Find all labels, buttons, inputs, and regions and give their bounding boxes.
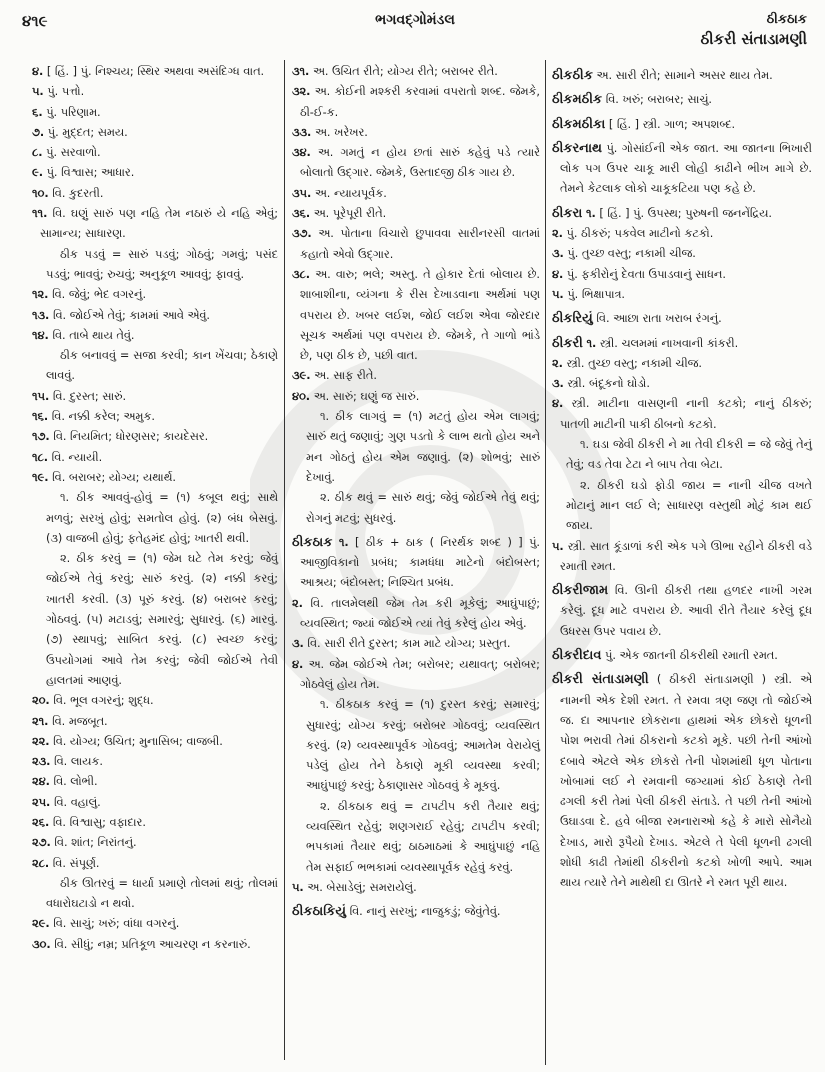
- sense-number: ૧૩.: [32, 308, 50, 322]
- sense-item: [32, 407, 278, 427]
- definition-text: પું. પત્તો.: [47, 85, 85, 99]
- sense-number: ૪.: [552, 397, 564, 411]
- sense-number: ૩૫.: [292, 186, 312, 200]
- dictionary-entry: [552, 115, 812, 135]
- definition-text: ૨. ઠીક કરવું = (૧) જેમ ઘટે તેમ કરવું; જેવું જોઈએ તેવું કરવું; સારું કરવું. (૨) નક્કી કરવું; ખાતરી કરવી. (૩) પૂરું કરવું. (૪) બરાબર કરવું; ગોઠવવું. (૫) મટાડવું; સમારવું; સુધારવું. (૬) મારવું. (૭) સ્થાપવું; સાબિત કરવું. (૮) સ્વચ્છ કરવું; ઉપયોગમાં આવે તેમ કરવું; જેવી જોઈએ તેવી હાલતમાં આણવું.: [46, 552, 278, 687]
- sense-number: ૪૦.: [292, 389, 311, 403]
- guide-word-last: ઠીકરી સંતાડામણી: [700, 30, 807, 48]
- sense-item: [32, 326, 278, 346]
- sense-number: ૧૭.: [32, 430, 50, 444]
- sense-item: [552, 354, 812, 374]
- idiom-phrase: [32, 549, 278, 691]
- sense-number: ૪.: [292, 657, 304, 671]
- sense-item: [32, 184, 278, 204]
- idiom-phrase: [292, 797, 540, 878]
- sense-number: ૨૬.: [32, 815, 50, 829]
- definition-text: ૧. ઘડા જેવી ઠીકરી ને મા તેવી દીકરી = જે જેવું તેનું તેવું; વડ તેવા ટેટા ને બાપ તેવા બેટા.: [566, 438, 812, 472]
- dictionary-entry: [552, 670, 812, 893]
- sense-number: ૩૯.: [292, 369, 311, 383]
- definition-text: વિ. લોભી.: [53, 775, 98, 789]
- definition-text: વિ. સંપૂર્ણ.: [52, 856, 100, 870]
- headword: ઠીકરનાથ: [552, 140, 603, 156]
- sense-item: [32, 691, 278, 711]
- sense-item: [292, 594, 540, 635]
- sense-number: ૩.: [552, 377, 564, 391]
- dictionary-entry: [552, 334, 812, 354]
- definition-text: ઠીક પડવું = સારું પડવું; ગોઠવું; ગમવું; પસંદ પડવું; ભાવવું; રુચવું; અનુકૂળ આવવું; ફાવવું.: [46, 247, 278, 281]
- sense-item: [552, 394, 812, 435]
- sense-number: ૩૩.: [292, 125, 312, 139]
- definition-text: ૧. ઠીક આવવું-હોવું = (૧) કબૂલ થવું; સાથે મળવું; સરખું હોવું; સમતોલ હોવું. (૨) બંધ બેસવું. (૩) વાજબી હોવું; ફતેહમંદ હોવું; ખાતરી થવી.: [46, 491, 278, 545]
- sense-item: [32, 468, 278, 488]
- column-divider: [284, 60, 285, 1060]
- column-right: [552, 62, 812, 894]
- dictionary-entry: [552, 204, 812, 224]
- sense-number: ૫.: [552, 287, 564, 301]
- sense-item: [32, 204, 278, 245]
- sense-item: [292, 655, 540, 696]
- definition-text: ૨. ઠીક થવું = સારું થવું; જેવું જોઈએ તેવું થવું; રોગનું મટવું; સુધરવું.: [306, 491, 540, 525]
- sense-number: ૮.: [32, 146, 43, 160]
- definition-text: વિ. નક્કી કરેલ; અમુક.: [51, 410, 155, 424]
- sense-number: ૩૦.: [32, 937, 51, 951]
- dictionary-entry: [292, 902, 540, 922]
- sense-item: [292, 265, 540, 366]
- definition-text: ૨. ઠીકરી ઘડો ફોડી જાય = નાની ચીજ વખતે મોટાનું માન લઈ લે; સાધારણ વસ્તુથી મોટું કામ થઈ જાય.: [566, 478, 812, 533]
- sense-number: ૬.: [32, 105, 43, 119]
- definition-text: વિ. જોઈએ તેવું; કામમાં આવે એવું.: [52, 308, 210, 322]
- column-divider: [545, 60, 546, 1065]
- sense-number: ૪.: [32, 65, 44, 78]
- sense-number: ૪.: [552, 267, 564, 281]
- definition-text: અ. સારી રીતે; સામાને અસર થાય તેમ.: [596, 69, 773, 82]
- sense-number: ૯.: [32, 166, 43, 180]
- definition-text: પું. ફકીરોનું દેવતા ઉપાડવાનું સાધન.: [566, 267, 726, 281]
- sense-item: [292, 366, 540, 386]
- idiom-phrase: [552, 435, 812, 476]
- sense-number: ૩૮.: [292, 267, 311, 281]
- definition-text: [ હિં. ] સ્ત્રી. ગાળ; અપશબ્દ.: [608, 117, 736, 131]
- idiom-phrase: [552, 476, 812, 537]
- definition-text: અ. સારું; ઘણું જ સારું.: [313, 389, 420, 403]
- dictionary-entry: [552, 309, 812, 329]
- sense-number: ૭.: [32, 125, 45, 139]
- definition-text: વિ. સારી રીતે દુરસ્ત; કામ માટે યોગ્ય; પ્રસ્તુત.: [307, 637, 511, 651]
- sense-item: [32, 427, 278, 447]
- dictionary-entry: [552, 139, 812, 200]
- definition-text: ૧. ઠીક લાગવું = (૧) મટતું હોય એમ લાગવું; સારું થતું જણાવું; ગુણ પડતો કે લાભ થતો હોય અને મન ગોઠતું હોય એમ જણાવું. (૨) શોભવું; સારું દેખાવું.: [306, 410, 540, 484]
- sense-item: [292, 123, 540, 143]
- idiom-phrase: [32, 346, 278, 387]
- idiom-phrase: [32, 245, 278, 286]
- headword: ઠીકઠાક: [292, 534, 333, 550]
- definition-text: વિ. તાબે થાય તેવું.: [52, 328, 135, 342]
- sense-number: ૩૨.: [292, 85, 311, 99]
- sense-item: [292, 82, 540, 123]
- headword: ઠીકરિયું: [552, 311, 593, 327]
- headword: ઠીકરા: [552, 205, 583, 221]
- sense-item: [32, 712, 278, 732]
- definition-text: વિ. ખરું; બરાબર; સાચું.: [605, 93, 712, 107]
- definition-text: વિ. તાલમેલથી જેમ તેમ કરી મૂકેલું; આઘુંપાછું; વ્યવસ્થિત; જ્યાં જોઈએ ત્યાં તેવું કરેલું હોય એવું.: [300, 596, 540, 631]
- definition-text: પું. સરવાળો.: [46, 146, 101, 160]
- sense-item: [292, 143, 540, 184]
- sense-number: ૨૨.: [32, 734, 50, 748]
- definition-text: વિ. ભૂલ વગરનું; શુદ્ધ.: [53, 694, 154, 708]
- sense-number: ૧૦.: [32, 186, 49, 200]
- sense-item: [292, 634, 540, 654]
- headword: ઠીકરી સંતાડામણી: [552, 672, 649, 688]
- headword: ઠીકમઠીક: [552, 92, 603, 108]
- definition-text: અ. કોઈની મશ્કરી કરવામાં વપરાતો શબ્દ. જેમકે, ઠી-ઈ-ક.: [300, 85, 540, 119]
- sense-number: ૧.: [586, 336, 597, 350]
- definition-text: પું. મુદ્દત; સમય.: [47, 125, 128, 139]
- definition-text: પું. ભિક્ષાપાત્ર.: [567, 287, 626, 301]
- definition-text: સ્ત્રી. બંદૂકનો ઘોડો.: [567, 377, 650, 391]
- definition-text: વિ. વિશ્વાસુ; વફાદાર.: [52, 815, 146, 829]
- definition-text: અ. સાફ રીતે.: [314, 369, 377, 383]
- sense-number: ૩૪.: [292, 146, 311, 160]
- sense-number: ૨૦.: [32, 694, 50, 708]
- idiom-phrase: [292, 488, 540, 529]
- dictionary-entry: [552, 646, 812, 666]
- sense-item: [552, 374, 812, 394]
- sense-number: ૧.: [338, 535, 349, 549]
- sense-number: ૨૫.: [32, 795, 51, 809]
- definition-text: ઠીક ઊતરવું = ધાર્યા પ્રમાણે તોલમાં થવું; તોલમાં વધારોઘટાડો ન થવો.: [46, 876, 278, 911]
- definition-text: વિ. દુરસ્ત; સારું.: [52, 389, 127, 403]
- sense-number: ૨૯.: [32, 917, 50, 931]
- definition-text: પું. પરિણામ.: [46, 105, 101, 119]
- definition-text: અ. પૂરેપૂરી રીતે.: [313, 207, 387, 221]
- headword: ઠીકમઠીકા: [552, 116, 606, 132]
- page-header: [0, 8, 825, 56]
- definition-text: વિ. જેવું; ભેદ વગરનું.: [52, 288, 147, 302]
- sense-number: ૧૫.: [32, 389, 50, 403]
- sense-number: ૫.: [32, 85, 44, 99]
- headword: ઠીકરીદાવ: [552, 648, 602, 664]
- definition-text: અ. પોતાના વિચારો છુપાવવા સારીનરસી વાતમાં કહાતો એવો ઉદ્ગાર.: [300, 227, 541, 261]
- sense-number: ૧.: [585, 206, 596, 220]
- sense-number: ૨૮.: [32, 856, 50, 870]
- sense-item: [32, 752, 278, 772]
- definition-text: વિ. સીધું; નમ્ર; પ્રતિકૂળ આચરણ ન કરનારું.: [54, 937, 251, 951]
- sense-item: [32, 833, 278, 853]
- definition-text: વિ. લાયક.: [54, 755, 103, 769]
- definition-text: પું. તુચ્છ વસ્તુ; નકામી ચીજ.: [567, 247, 696, 261]
- dictionary-entry: [292, 533, 540, 594]
- sense-item: [552, 224, 812, 244]
- definition-text: સ્ત્રી. સાત કૂંડાળાં કરી એક પગે ઊભા રહીને ઠીકરી વડે રમાતી રમત.: [560, 539, 812, 573]
- sense-item: [292, 184, 540, 204]
- definition-text: વિ. મજબૂત.: [52, 714, 108, 728]
- headword: ઠીકરીજામ: [552, 583, 609, 599]
- definition-text: [ ઠીક + ઠાક ( નિરર્થક શબ્દ ) ] પું. આજીવિકાનો પ્રબંધ; કામધંધા માટેનો બંદોબસ્ત; આશ્રય; બંદોબસ્ત; નિશ્ચિત પ્રબંધ.: [300, 535, 541, 590]
- definition-text: વિ. શાંત; નિરાંતનું.: [54, 836, 137, 850]
- definition-text: વિ. ઘણું સારું પણ નહિ તેમ નઠારું યે નહિ એવું; સામાન્ય; સાધારણ.: [40, 207, 279, 241]
- definition-text: સ્ત્રી. માટીના વાસણની નાની કટકો; નાનું ઠીકરું; પાતળી માટીની પાકી ઠીબનો કટકો.: [560, 397, 813, 431]
- definition-text: અ. જેમ જોઈએ તેમ; બરોબર; યથાવત્; બરોબર; ગોઠવેલું હોય તેમ.: [300, 657, 540, 691]
- sense-number: ૩.: [292, 637, 304, 651]
- sense-item: [32, 772, 278, 792]
- sense-number: ૧૪.: [32, 328, 49, 342]
- dictionary-entry: [552, 66, 812, 86]
- sense-number: ૨.: [292, 596, 303, 610]
- sense-item: [32, 387, 278, 407]
- definition-text: વિ. વહાલું.: [53, 795, 101, 809]
- sense-number: ૧૨.: [32, 288, 49, 302]
- sense-item: [32, 935, 278, 955]
- sense-item: [32, 163, 278, 183]
- definition-text: પું. ઠીકરું; પકવેલ માટીનો કટકો.: [566, 227, 714, 241]
- idiom-phrase: [32, 874, 278, 915]
- definition-text: ઠીક બનાવવું = સજા કરવી; કાન ખેંચવા; ઠેકાણે લાવવું.: [46, 349, 278, 383]
- sense-number: ૫.: [292, 880, 304, 894]
- definition-text: વિ. કુદરતી.: [52, 186, 104, 200]
- sense-number: ૨.: [552, 356, 563, 370]
- sense-item: [292, 878, 540, 898]
- page-number: ૪૧૯: [22, 12, 48, 30]
- column-middle: [292, 62, 540, 922]
- definition-text: વિ. ન્યાયી.: [51, 450, 103, 464]
- definition-text: સ્ત્રી. ચલમમાં નાખવાની કાંકરી.: [599, 336, 739, 350]
- sense-item: [32, 793, 278, 813]
- definition-text: વિ. ઊની ઠીકરી તથા હળદર નાખી ગરમ કરેલું. દૂધ માટે વપરાય છે. આવી રીતે તૈયાર કરેલું દૂધ ઉધરસ ઉપર પવાય છે.: [560, 584, 812, 638]
- sense-item: [32, 103, 278, 123]
- sense-item: [32, 285, 278, 305]
- definition-text: સ્ત્રી. તુચ્છ વસ્તુ; નકામી ચીજ.: [566, 356, 702, 370]
- definition-text: વિ. બરાબર; યોગ્ય; યથાર્થ.: [52, 470, 176, 484]
- definition-text: પું. ગોસાંઈની એક જાત. આ જાતના ભિખારી લોક પગ ઉપર ચાકૂ મારી લોહી કાઢીને ભીખ માગે છે. તેમને કેટલાક લોકો ચાકૂકટિયા પણ કહે છે.: [560, 141, 812, 196]
- definition-text: ૨. ઠીકઠાક થવું = ટાપટીપ કરી તૈયાર થવું; વ્યવસ્થિત રહેવું; શણગરાઈ રહેવું; ટાપટીપ કરવી; ભપકામાં તૈયાર થવું; ઠાઠમાઠમાં કે આઘુંપાછું નહિ તેમ સફાઈ ભભકામાં વ્યવસ્થાપૂર્વક રહેવું કરવું.: [306, 799, 540, 874]
- definition-text: ૧. ઠીકઠાક કરવું = (૧) દુરસ્ત કરવું; સમારવું; સુધારવું; યોગ્ય કરવું; બરોબર ગોઠવવું; વ્યવસ્થિત કરવું. (૨) વ્યવસ્થાપૂર્વક ગોઠવવું; આમતેમ વેરાયેલું પડેલું હોય તેને ઠેકાણે મૂકી વ્યવસ્થા કરવી; આઘુંપાછું કરવું; ઠેકાણાસર ગોઠવવું કે મૂકવું.: [306, 698, 540, 793]
- sense-item: [32, 306, 278, 326]
- definition-text: અ. ન્યાયપૂર્વક.: [314, 186, 387, 200]
- sense-number: ૧૮.: [32, 450, 49, 464]
- guide-word-first: ઠીકઠાક: [766, 12, 807, 27]
- sense-number: ૧૯.: [32, 470, 49, 484]
- sense-item: [292, 224, 540, 265]
- sense-item: [32, 143, 278, 163]
- sense-item: [32, 914, 278, 934]
- sense-item: [32, 62, 278, 82]
- sense-item: [552, 537, 812, 578]
- definition-text: અ. ઉચિત રીતે; યોગ્ય રીતે; બરાબર રીતે.: [312, 65, 498, 78]
- definition-text: [ હિં. ] પું. નિશ્ચય; સ્થિર અથવા અસંદિગ્ધ વાત.: [46, 65, 265, 78]
- running-title: ભગવદ્ગોમંડલ: [375, 12, 455, 28]
- definition-text: વિ. આછા રાતા ખરાબ રંગનું.: [596, 312, 722, 326]
- sense-item: [32, 82, 278, 102]
- definition-text: વિ. સાચું; ખરું; વાંધા વગરનું.: [53, 917, 180, 931]
- idiom-phrase: [292, 407, 540, 488]
- definition-text: વિ. નિયમિત; ધોરણસર; કાયદેસર.: [53, 430, 209, 444]
- definition-text: ( ઠીકરી સંતાડામણી ) સ્ત્રી. એ નામની એક દેશી રમત. તે રમવા ત્રણ જણ તો જોઈએ જ. દા આપનાર છોકરાના હાથમાં એક છોકરો ધૂળની પોશ ભરાવી તેમાં ઠીકરાનો કટકો મૂકે. પછી તેની આંખો દબાવે એટલે એક છોકરો તેની પોશમાંથી ધૂળ પોતાના ખોબામાં લઈ ને રમવાની જગ્યામાં કોઈ ઠેકાણે તેની ઢગલી કરી તેમાં પેલી ઠીકરી સંતાડે. તે પછી તેની આંખો ઉઘાડવા દે. હવે બીજા રમનારાઓ કહે કે મારો સોનૈયો દેખાડ, મારો રૂપૈયો દેખાડ. એટલે તે પેલી ધૂળની ઢગલી શોધી કાઢી તેમાંથી ઠીકરીનો કટકો ખોળી આપે. આમ થાય ત્યારે તેને માથેથી દા ઊતરે ને રમત પૂરી થાય.: [560, 673, 812, 890]
- definition-text: વિ. યોગ્ય; ઉચિત; મુનાસિબ; વાજબી.: [53, 734, 223, 748]
- sense-item: [32, 732, 278, 752]
- sense-number: ૩૬.: [292, 207, 311, 221]
- definition-text: અ. ખરેખર.: [314, 125, 368, 139]
- sense-item: [32, 448, 278, 468]
- sense-number: ૩.: [552, 247, 564, 261]
- sense-item: [292, 204, 540, 224]
- sense-number: ૧૧.: [32, 207, 48, 221]
- sense-number: ૨૩.: [32, 755, 51, 769]
- definition-text: અ. બેસાડેલું; સમરાયેલું.: [307, 880, 417, 894]
- sense-item: [32, 854, 278, 874]
- sense-number: ૨૪.: [32, 775, 50, 789]
- sense-number: ૨૧.: [32, 714, 49, 728]
- sense-number: ૫.: [552, 539, 564, 553]
- definition-text: અ. ગમતું ન હોય છતાં સારું કહેવું પડે ત્યારે બોલાતો ઉદ્ગાર. જેમકે, ઉસ્તાદજી ઠીક ગાય છે.: [300, 146, 541, 180]
- headword: ઠીકરી: [552, 335, 583, 351]
- headword: ઠીકઠાકિયું: [292, 904, 346, 920]
- sense-number: ૨૭.: [32, 836, 51, 850]
- idiom-phrase: [32, 488, 278, 549]
- dictionary-entry: [552, 90, 812, 110]
- sense-item: [552, 244, 812, 264]
- definition-text: પું. એક જાતની ઠીકરીથી રમાતી રમત.: [605, 649, 778, 663]
- sense-number: ૩૧.: [292, 65, 310, 78]
- sense-item: [292, 62, 540, 82]
- sense-number: ૩૭.: [292, 227, 312, 241]
- sense-number: ૧૬.: [32, 410, 49, 424]
- sense-item: [32, 123, 278, 143]
- definition-text: વિ. નાનું સરખું; નાજુકડું; જેવુંતેવું.: [349, 905, 501, 919]
- sense-item: [552, 265, 812, 285]
- idiom-phrase: [292, 695, 540, 796]
- headword: ઠીકઠીક: [552, 68, 593, 83]
- definition-text: અ. વારુ; ભલે; અસ્તુ. તે હોકાર દેતાં બોલાય છે. શાબાશીના, વ્યંગના કે રીસ દેખાડવાના અર્થમાં પણ વપરાય છે. ખબર લઈશ, જોઈ લઈશ એવા જોરદાર સૂચક અર્થમાં પણ વપરાય છે. જેમકે, તે ગાળો ભાંડે છે, પણ ઠીક છે, પછી વાત.: [300, 267, 541, 363]
- sense-item: [32, 813, 278, 833]
- definition-text: પું. વિશ્વાસ; આધાર.: [46, 166, 135, 180]
- sense-number: ૨.: [552, 227, 563, 241]
- dictionary-entry: [552, 581, 812, 642]
- sense-item: [552, 285, 812, 305]
- sense-item: [292, 387, 540, 407]
- definition-text: [ હિં. ] પું. ઉપસ્થ; પુરુષની જનનેંદ્રિય.: [599, 206, 772, 220]
- column-left: [32, 62, 278, 955]
